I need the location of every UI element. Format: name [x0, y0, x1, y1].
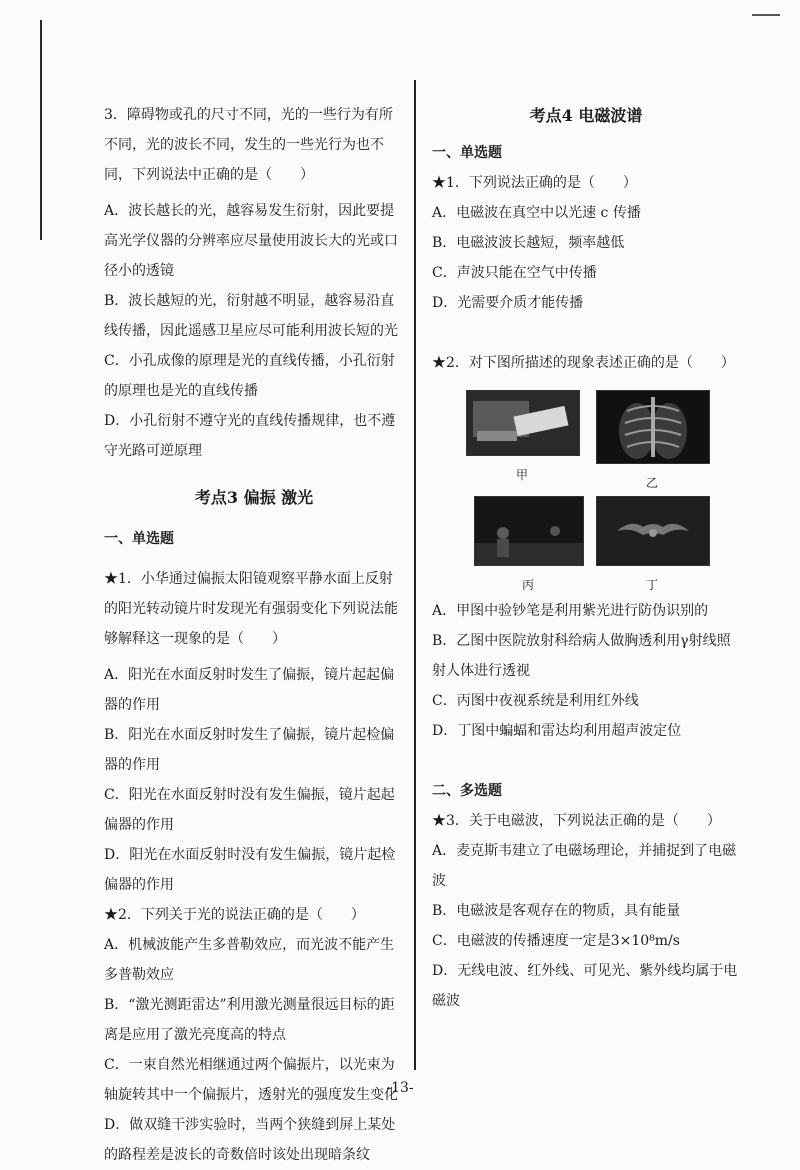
- section-type-single-choice: 一、单选题: [104, 531, 174, 547]
- em-question-2-option-c: C．丙图中夜视系统是利用红外线: [432, 693, 639, 709]
- em-question-1-stem: ★1．下列说法正确的是（ ）: [432, 175, 637, 191]
- question-3-option-c: C．小孔成像的原理是光的直线传播，小孔衍射的原理也是光的直线传播: [104, 353, 395, 399]
- question-2-option-d: D．做双缝干涉实验时，当两个狭缝到屏上某处的路程差是波长的奇数倍时该处出现暗条纹: [104, 1117, 396, 1163]
- question-1-option-d: D．阳光在水面反射时没有发生偏振，镜片起检偏器的作用: [104, 847, 396, 893]
- em-question-1-option-c: C．声波只能在空气中传播: [432, 265, 597, 281]
- photo-bing-night-vision: [474, 496, 584, 566]
- em-question-1-option-a: A．电磁波在真空中以光速 c 传播: [432, 205, 641, 221]
- em-question-3-stem: ★3．关于电磁波，下列说法正确的是（ ）: [432, 813, 721, 829]
- em-question-3-option-a: A．麦克斯韦建立了电磁场理论，并捕捉到了电磁波: [432, 843, 737, 889]
- photo-jia-banknote-detector: [466, 390, 580, 456]
- photo-yi-chest-xray: [596, 390, 710, 464]
- section-title-em-spectrum: 考点4 电磁波谱: [529, 106, 643, 125]
- question-3-option-d: D．小孔衍射不遵守光的直线传播规律，也不遵守光路可逆原理: [104, 413, 396, 459]
- question-3-option-a: A．波长越长的光，越容易发生衍射，因此要提高光学仪器的分辨率应尽量使用波长大的光或口径小的透镜: [104, 203, 398, 279]
- photo-figure-grid: [432, 388, 740, 596]
- photo-ding-bat-radar: [596, 496, 710, 566]
- question-3-option-b: B．波长越短的光，衍射越不明显，越容易沿直线传播，因此遥感卫星应尽可能利用波长短的光: [104, 293, 398, 339]
- figure-label-ding: 丁: [645, 578, 658, 592]
- section-type-single-choice-right: 一、单选题: [432, 145, 502, 161]
- question-1-option-b: B．阳光在水面反射时发生了偏振，镜片起检偏器的作用: [104, 727, 395, 773]
- section-title-polarization: 考点3 偏振 激光: [194, 488, 314, 507]
- em-question-3-option-d: D．无线电波、红外线、可见光、紫外线均属于电磁波: [432, 963, 738, 1009]
- corner-mark: [752, 14, 780, 16]
- em-question-1-option-d: D．光需要介质才能传播: [432, 295, 584, 311]
- figure-label-bing: 丙: [521, 578, 534, 592]
- question-2-option-c: C．一束自然光相继通过两个偏振片，以光束为轴旋转其中一个偏振片，透射光的强度发生变化: [104, 1057, 398, 1103]
- em-question-3-option-b: B．电磁波是客观存在的物质，具有能量: [432, 903, 681, 919]
- em-question-2-option-a: A．甲图中验钞笔是利用紫光进行防伪识别的: [432, 603, 709, 619]
- binding-line: [40, 20, 42, 240]
- question-1-stem: ★1．小华通过偏振太阳镜观察平静水面上反射的阳光转动镜片时发现光有强弱变化下列说法能够解释这一现象的是（ ）: [104, 571, 398, 647]
- left-column: [104, 100, 404, 1170]
- question-2-option-a: A．机械波能产生多普勒效应，而光波不能产生多普勒效应: [104, 937, 395, 983]
- figure-label-yi: 乙: [645, 476, 658, 490]
- em-question-2-stem: ★2．对下图所描述的现象表述正确的是（ ）: [432, 355, 735, 371]
- section-type-multi-choice: 二、多选题: [432, 783, 502, 799]
- em-question-3-option-c: C．电磁波的传播速度一定是3×10⁸m/s: [432, 933, 680, 949]
- question-3-stem: 3．障碍物或孔的尺寸不同，光的一些行为有所不同，光的波长不同，发生的一些光行为也不同，下列说法中正确的是（ ）: [104, 107, 393, 183]
- question-1-option-a: A．阳光在水面反射时发生了偏振，镜片起起偏器的作用: [104, 667, 395, 713]
- column-divider: [414, 80, 416, 1070]
- question-2-option-b: B．“激光测距雷达”利用激光测量很远目标的距离是应用了激光亮度高的特点: [104, 997, 395, 1043]
- right-column: [432, 100, 740, 1016]
- figure-label-jia: 甲: [515, 468, 528, 482]
- question-1-option-c: C．阳光在水面反射时没有发生偏振，镜片起起偏器的作用: [104, 787, 395, 833]
- em-question-1-option-b: B．电磁波波长越短，频率越低: [432, 235, 625, 251]
- question-2-stem: ★2．下列关于光的说法正确的是（ ）: [104, 907, 365, 923]
- em-question-2-option-d: D．丁图中蝙蝠和雷达均利用超声波定位: [432, 723, 682, 739]
- page-number: -13-: [386, 1080, 414, 1096]
- em-question-2-option-b: B．乙图中医院放射科给病人做胸透利用γ射线照射人体进行透视: [432, 633, 731, 679]
